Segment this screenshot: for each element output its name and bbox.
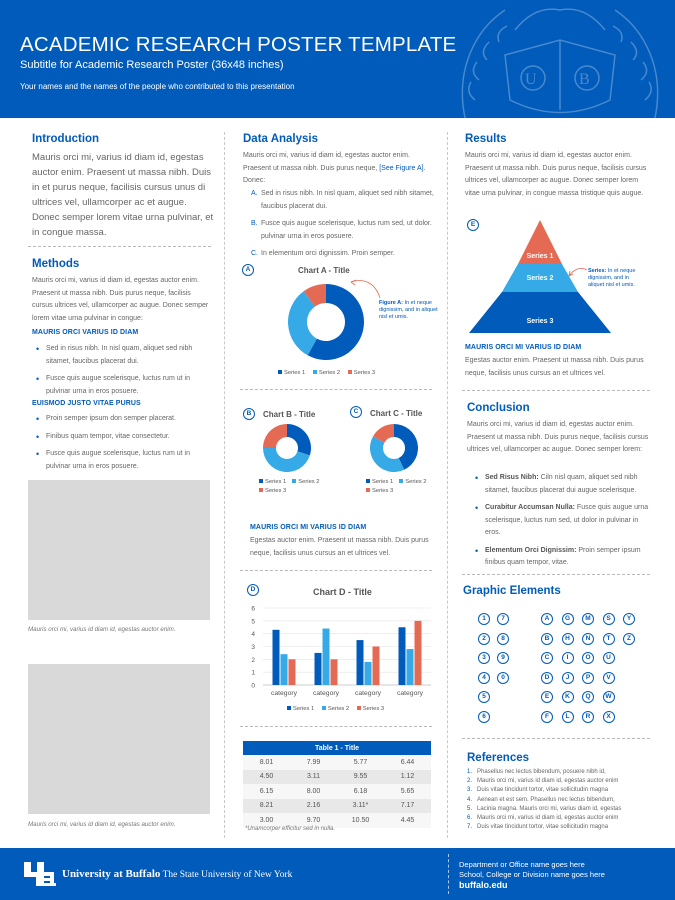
legend-swatch xyxy=(259,479,263,483)
graphic-element-circle: Q xyxy=(582,691,594,703)
list-text: Sed in risus nibh. In nisl quam, aliquet sed nibh sitamet, faucibus placerat dui. xyxy=(261,190,434,210)
legend-swatch xyxy=(348,370,352,374)
x-tick-label: category xyxy=(312,690,340,697)
list-text: In elementum orci dignissim. Proin semper. xyxy=(261,250,395,257)
reference-text: Duis vitae tincidunt tortor, vitae sollicitudin magna xyxy=(477,787,609,794)
list-item: • Fusce quis augue scelerisque, luctus rum ut in pulvinar urna in eros posuere. xyxy=(32,448,212,473)
legend-item xyxy=(366,478,393,487)
bar xyxy=(407,649,414,685)
bar xyxy=(273,630,280,685)
reference-number: 7. xyxy=(467,824,473,831)
graphic-element-circle: 1 xyxy=(478,613,490,625)
legend-swatch xyxy=(366,479,370,483)
pyramid-note-arrow xyxy=(565,264,590,280)
poster-authors: Your names and the names of the people who contributed to this presentation xyxy=(20,82,295,91)
image-placeholder-2 xyxy=(28,664,210,814)
bar xyxy=(415,621,422,685)
figure-a-note-label: Figure A: xyxy=(379,300,403,306)
methods-bullets-2 xyxy=(32,413,212,478)
graphic-element-circle: R xyxy=(582,711,594,723)
pyramid-label-1: Series 1 xyxy=(526,253,554,260)
methods-subhead-1: MAURIS ORCI VARIUS ID DIAM xyxy=(32,329,139,336)
graphic-element-circle: 7 xyxy=(497,613,509,625)
list-text: Fusce quis augue scelerisque, luctus rum sed, ut dolor. pulvinar urna in eros posuere. xyxy=(261,220,432,240)
graphic-element-circle: Y xyxy=(623,613,635,625)
reference-item xyxy=(467,768,652,777)
ub-logo-icon xyxy=(22,860,58,888)
table-cell: 1.12 xyxy=(384,770,431,785)
table-cell: 5.77 xyxy=(337,755,384,770)
section-divider xyxy=(240,726,432,727)
table-header-row xyxy=(243,741,431,755)
results-subhead: MAURIS ORCI MI VARIUS ID DIAM xyxy=(465,344,582,351)
y-tick-label: 1 xyxy=(251,669,255,677)
bar xyxy=(365,662,372,685)
section-divider xyxy=(240,570,432,571)
bullet-text: Fusce quis augue urna scelerisque, luctus rum sed, ut dolor in pulvinar in eros. xyxy=(485,504,649,536)
legend-swatch xyxy=(259,488,263,492)
reference-item xyxy=(467,823,652,832)
chart-d-title: Chart D - Title xyxy=(313,587,372,597)
graphic-element-circle: 8 xyxy=(497,633,509,645)
list-item xyxy=(251,218,441,243)
legend-label: Series 3 xyxy=(353,370,376,376)
legend-item xyxy=(287,705,314,714)
graphic-element-circle: 4 xyxy=(478,672,490,684)
bar xyxy=(373,647,380,686)
legend-swatch xyxy=(313,370,317,374)
reference-text: Duis vitae tincidunt tortor, vitae sollicitudin magna xyxy=(477,824,609,831)
reference-number: 5. xyxy=(467,805,473,812)
list-item xyxy=(471,502,649,540)
analysis-subhead: MAURIS ORCI MI VARIUS ID DIAM xyxy=(250,524,367,531)
section-divider xyxy=(462,390,650,391)
table-row xyxy=(243,799,431,814)
university-brand xyxy=(62,868,292,880)
y-tick-label: 3 xyxy=(251,644,255,651)
reference-text: Lacinia magna. Mauris orci mi, varius diam id, egestas xyxy=(477,805,622,812)
table-cell: 3.11 xyxy=(290,770,337,785)
graphic-element-circle: E xyxy=(541,691,553,703)
methods-text: Mauris orci mi, varius id diam id, egestas auctor enim. Praesent ut massa nibh. Duis purus neque, facilisis cursus ultrices vel, ullamcorper ac augue. Donec semper lorem vitae urna pulvinar in congue: xyxy=(32,277,209,322)
pyramid-note-label: Series: xyxy=(588,268,607,274)
column-divider xyxy=(447,132,448,838)
pyramid-note xyxy=(588,268,646,289)
y-tick-label: 2 xyxy=(251,656,255,664)
table-row xyxy=(243,770,431,785)
legend-item xyxy=(292,478,319,487)
bar xyxy=(331,659,338,685)
list-item: • Finibus quam tempor, vitae consectetur. xyxy=(32,431,212,444)
table-cell: 6.15 xyxy=(243,784,290,799)
conclusion-text: Mauris orci mi, varius id diam id, egestas auctor enim. Praesent ut massa nibh. Duis purus neque, facilisis cursus ultrices vel, ullamcorper ac augue. Donec semper lorem: xyxy=(467,421,649,453)
y-tick-label: 6 xyxy=(251,605,255,613)
graphic-element-circle: P xyxy=(582,672,594,684)
chart-d-bars xyxy=(245,600,435,700)
graphic-element-circle: C xyxy=(541,652,553,664)
legend-swatch xyxy=(278,370,282,374)
legend-item xyxy=(313,369,340,378)
table-cell: 8.21 xyxy=(243,799,290,814)
legend-swatch xyxy=(366,488,370,492)
table-note: *Unamcorper efficitur sed in nulla. xyxy=(245,826,336,832)
chart-d-badge: D xyxy=(247,584,259,596)
chart-c-legend xyxy=(366,478,441,496)
table-cell: 5.65 xyxy=(384,784,431,799)
table-cell: 9.55 xyxy=(337,770,384,785)
graphic-element-circle: 2 xyxy=(478,633,490,645)
chart-b-title: Chart B - Title xyxy=(263,410,316,419)
section-divider xyxy=(240,389,432,390)
list-item: • Sed in risus nibh. In nisl quam, aliquet sed nibh sitamet, faucibus placerat dui. xyxy=(32,343,212,368)
x-tick-label: category xyxy=(354,690,382,697)
footer-website-link[interactable]: buffalo.edu xyxy=(459,880,508,890)
conclusion-heading: Conclusion xyxy=(467,402,530,414)
chart-e-badge: E xyxy=(467,219,479,231)
graphic-element-circle: Z xyxy=(623,633,635,645)
legend-label: Series 2 xyxy=(318,370,341,376)
graphic-element-circle: 5 xyxy=(478,691,490,703)
reference-number: 3. xyxy=(467,787,473,794)
graphic-heading: Graphic Elements xyxy=(463,585,561,597)
table-cell: 9.70 xyxy=(290,813,337,828)
methods-bullets-1 xyxy=(32,343,212,403)
legend-label: Series 3 xyxy=(372,488,394,494)
table-cell: 8.00 xyxy=(290,784,337,799)
legend-label: Series 2 xyxy=(327,706,350,712)
graphic-element-circle: G xyxy=(562,613,574,625)
x-tick-label: category xyxy=(270,690,298,697)
y-tick-label: 4 xyxy=(251,631,255,639)
graphic-element-circle: X xyxy=(603,711,615,723)
table-cell: 4.45 xyxy=(384,813,431,828)
department-line-2: School, College or Division name goes here xyxy=(459,870,605,879)
graphic-element-circle: H xyxy=(562,633,574,645)
table-cell: 3.11* xyxy=(337,799,384,814)
legend-label: Series 3 xyxy=(265,488,287,494)
image-caption-1: Mauris orci mi, varius id diam id, egestas auctor enim. xyxy=(28,626,176,633)
graphic-element-circle: 9 xyxy=(497,652,509,664)
list-item xyxy=(251,248,441,261)
reference-item xyxy=(467,805,652,814)
reference-text: Phasellus nec lectus bibendum, posuere nibh id, xyxy=(477,769,606,775)
legend-item xyxy=(366,487,393,496)
graphic-element-circle: I xyxy=(562,652,574,664)
reference-item xyxy=(467,777,652,786)
graphic-element-circle: N xyxy=(582,633,594,645)
chart-c-title: Chart C - Title xyxy=(370,409,423,418)
graphic-element-circle: L xyxy=(562,711,574,723)
figure-a-note-text: In et neque dignissim, and in aliquet nisl et umis. xyxy=(379,300,438,320)
list-marker: B. xyxy=(251,220,258,227)
bullet-bold: Elementum Orci Dignissim: xyxy=(485,546,577,554)
conclusion-bullets xyxy=(471,472,649,575)
legend-item xyxy=(357,705,384,714)
pyramid-level-3 xyxy=(469,292,611,333)
list-item xyxy=(471,472,649,497)
table-cell: 4.50 xyxy=(243,770,290,785)
legend-item xyxy=(278,369,305,378)
figure-a-note xyxy=(379,300,439,321)
donut-slice xyxy=(370,436,404,472)
chart-d-legend xyxy=(287,705,390,714)
legend-item xyxy=(348,369,375,378)
analysis-subtext: Egestas auctor enim. Praesent ut massa nibh. Duis purus neque, facilisis unus cursus an et ultrices vel. xyxy=(250,537,429,557)
legend-item xyxy=(322,705,349,714)
analysis-heading: Data Analysis xyxy=(243,133,318,145)
results-subtext: Egestas auctor enim. Praesent ut massa nibh. Duis purus neque, facilisis unus cursus an et ultrices vel. xyxy=(465,357,644,377)
legend-label: Series 1 xyxy=(265,479,287,485)
analysis-intro xyxy=(243,150,438,188)
graphic-element-circle: D xyxy=(541,672,553,684)
analysis-intro-text: Mauris orci mi, varius id diam id, egestas auctor enim. Praesent ut massa nibh. Duis purus neque, xyxy=(243,152,410,172)
reference-text: Mauris orci mi, varius id diam id, egestas auctor enim xyxy=(477,778,619,785)
bullet-text: Ciln nisl quam, aliquet sed nibh sitamet, faucibus placerat dui augue scelerisque. xyxy=(485,474,638,494)
table-cell: 6.44 xyxy=(384,755,431,770)
y-tick-label: 0 xyxy=(251,682,255,690)
legend-item xyxy=(259,478,286,487)
brand-name: University at Buffalo xyxy=(62,868,161,880)
table-cell: 7.99 xyxy=(290,755,337,770)
introduction-heading: Introduction xyxy=(32,133,100,145)
graphic-element-circle: 6 xyxy=(478,711,490,723)
poster-title: ACADEMIC RESEARCH POSTER TEMPLATE xyxy=(20,33,457,56)
table-cell: 2.16 xyxy=(290,799,337,814)
legend-label: Series 2 xyxy=(298,479,320,485)
legend-swatch xyxy=(399,479,403,483)
graphic-element-circle: M xyxy=(582,613,594,625)
chart-c-donut xyxy=(365,422,425,474)
reference-text: Mauris orci mi, varius id diam id, egestas auctor enim xyxy=(477,815,619,822)
pyramid-label-3: Series 3 xyxy=(526,318,554,325)
list-item: • Fusce quis augue scelerisque, luctus rum ut in pulvinar urna in eros posuere. xyxy=(32,373,212,398)
list-marker: C. xyxy=(251,250,258,257)
methods-heading: Methods xyxy=(32,258,80,270)
table-1 xyxy=(243,741,431,828)
legend-swatch xyxy=(322,706,326,710)
graphic-element-circle: V xyxy=(603,672,615,684)
image-placeholder-1 xyxy=(28,480,210,620)
bar xyxy=(399,627,406,685)
chart-b-badge: B xyxy=(243,408,255,420)
legend-label: Series 1 xyxy=(293,706,315,712)
legend-label: Series 1 xyxy=(284,370,306,376)
chart-a-badge: A xyxy=(242,264,254,276)
reference-number: 4. xyxy=(467,796,473,803)
bar xyxy=(281,654,288,685)
reference-number: 6. xyxy=(467,815,473,822)
column-divider xyxy=(224,132,225,838)
chart-b-donut xyxy=(258,422,318,474)
list-item xyxy=(471,545,649,570)
graphic-element-circle: K xyxy=(562,691,574,703)
table-cell: 8.01 xyxy=(243,755,290,770)
legend-label: Series 1 xyxy=(372,479,394,485)
results-heading: Results xyxy=(465,133,507,145)
reference-number: 2. xyxy=(467,778,473,785)
reference-item xyxy=(467,786,652,795)
references-heading: References xyxy=(467,752,530,764)
reference-item xyxy=(467,814,652,823)
graphic-element-circle: W xyxy=(603,691,615,703)
section-divider xyxy=(462,738,650,739)
list-marker: A. xyxy=(251,190,258,197)
figure-a-link[interactable]: [See Figure A] xyxy=(379,164,424,172)
table-cell: 7.17 xyxy=(384,799,431,814)
reference-number: 1. xyxy=(467,769,473,775)
bullet-bold: Curabitur Accumsan Nulla: xyxy=(485,504,575,511)
chart-c-badge: C xyxy=(350,406,362,418)
legend-item xyxy=(259,487,286,496)
image-caption-2: Mauris orci mi, varius id diam id, egestas auctor enim. xyxy=(28,821,176,828)
methods-subhead-2: EUISMOD JUSTO VITAE PURUS xyxy=(32,400,141,407)
table-cell: 6.18 xyxy=(337,784,384,799)
seal-watermark xyxy=(445,0,675,118)
graphic-element-circle: S xyxy=(603,613,615,625)
reference-item xyxy=(467,796,652,805)
introduction-text: Mauris orci mi, varius id diam id, egestas auctor enim. Praesent ut massa nibh. Duis in et purus neque, facilisis cursus unus di ultrices vel, ullamcorper ac et augue. Donec semper lorem vitae urna pulvinar, et in congue massa. xyxy=(32,152,214,238)
legend-item xyxy=(399,478,426,487)
pyramid-label-2: Series 2 xyxy=(526,275,554,282)
table-cell: 10.50 xyxy=(337,813,384,828)
pyramid-note-text: In et neque dignissim, and in aliquet nisl et umis. xyxy=(588,268,636,288)
table-title: Table 1 - Title xyxy=(243,741,431,755)
legend-swatch xyxy=(292,479,296,483)
bar xyxy=(323,629,330,685)
legend-label: Series 2 xyxy=(405,479,427,485)
y-tick-label: 5 xyxy=(251,618,255,626)
table-row xyxy=(243,755,431,770)
graphic-element-circle: A xyxy=(541,613,553,625)
list-item: • Proin semper ipsum don semper placerat. xyxy=(32,413,212,426)
section-divider xyxy=(462,574,650,575)
graphic-element-circle: F xyxy=(541,711,553,723)
graphic-element-circle: U xyxy=(603,652,615,664)
graphic-element-circle: J xyxy=(562,672,574,684)
bullet-bold: Sed Risus Nibh: xyxy=(485,474,539,481)
poster-footer xyxy=(0,848,675,900)
poster-header xyxy=(0,0,675,118)
references-list xyxy=(467,768,652,832)
legend-label: Series 3 xyxy=(362,706,385,712)
brand-subtitle: The State University of New York xyxy=(160,870,293,880)
table-cell: 3.00 xyxy=(243,813,290,828)
chart-b-legend xyxy=(259,478,334,496)
seal-letter-u: U xyxy=(525,71,537,88)
chart-a-title: Chart A - Title xyxy=(298,266,350,275)
graphic-element-circle: B xyxy=(541,633,553,645)
bar xyxy=(357,640,364,685)
list-item xyxy=(251,188,441,213)
seal-letter-b: B xyxy=(579,71,590,88)
department-line-1: Department or Office name goes here xyxy=(459,860,585,869)
graphic-element-circle: 0 xyxy=(497,672,509,684)
footer-divider xyxy=(448,854,449,894)
donut-slice xyxy=(287,424,311,455)
section-divider xyxy=(28,246,211,247)
bar xyxy=(315,653,322,685)
footer-department xyxy=(459,860,605,880)
graphic-element-circle: O xyxy=(582,652,594,664)
x-tick-label: category xyxy=(396,690,424,697)
legend-swatch xyxy=(287,706,291,710)
table-row xyxy=(243,784,431,799)
analysis-intro-end: . Donec: xyxy=(243,164,426,184)
graphic-element-circle: T xyxy=(603,633,615,645)
chart-a-legend xyxy=(278,369,381,378)
donut-slice xyxy=(263,424,287,448)
reference-text: Aenean et est sem. Phasellus nec lectus bibendum, xyxy=(477,796,615,803)
bullet-text: Proin semper ipsum finibus quam tempor, vitae. xyxy=(485,546,641,566)
poster-subtitle: Subtitle for Academic Research Poster (36x48 inches) xyxy=(20,59,284,71)
results-text: Mauris orci mi, varius id diam id, egestas auctor enim. Praesent ut massa nibh. Duis purus neque, facilisis cursus ultrices vel, ullamcorper ac augue. Donec semper lorem vitae urna pulvinar, in congue massa tristique quis augue. xyxy=(465,152,647,197)
graphic-element-circle: 3 xyxy=(478,652,490,664)
analysis-list xyxy=(251,188,441,266)
bar xyxy=(289,659,296,685)
legend-swatch xyxy=(357,706,361,710)
